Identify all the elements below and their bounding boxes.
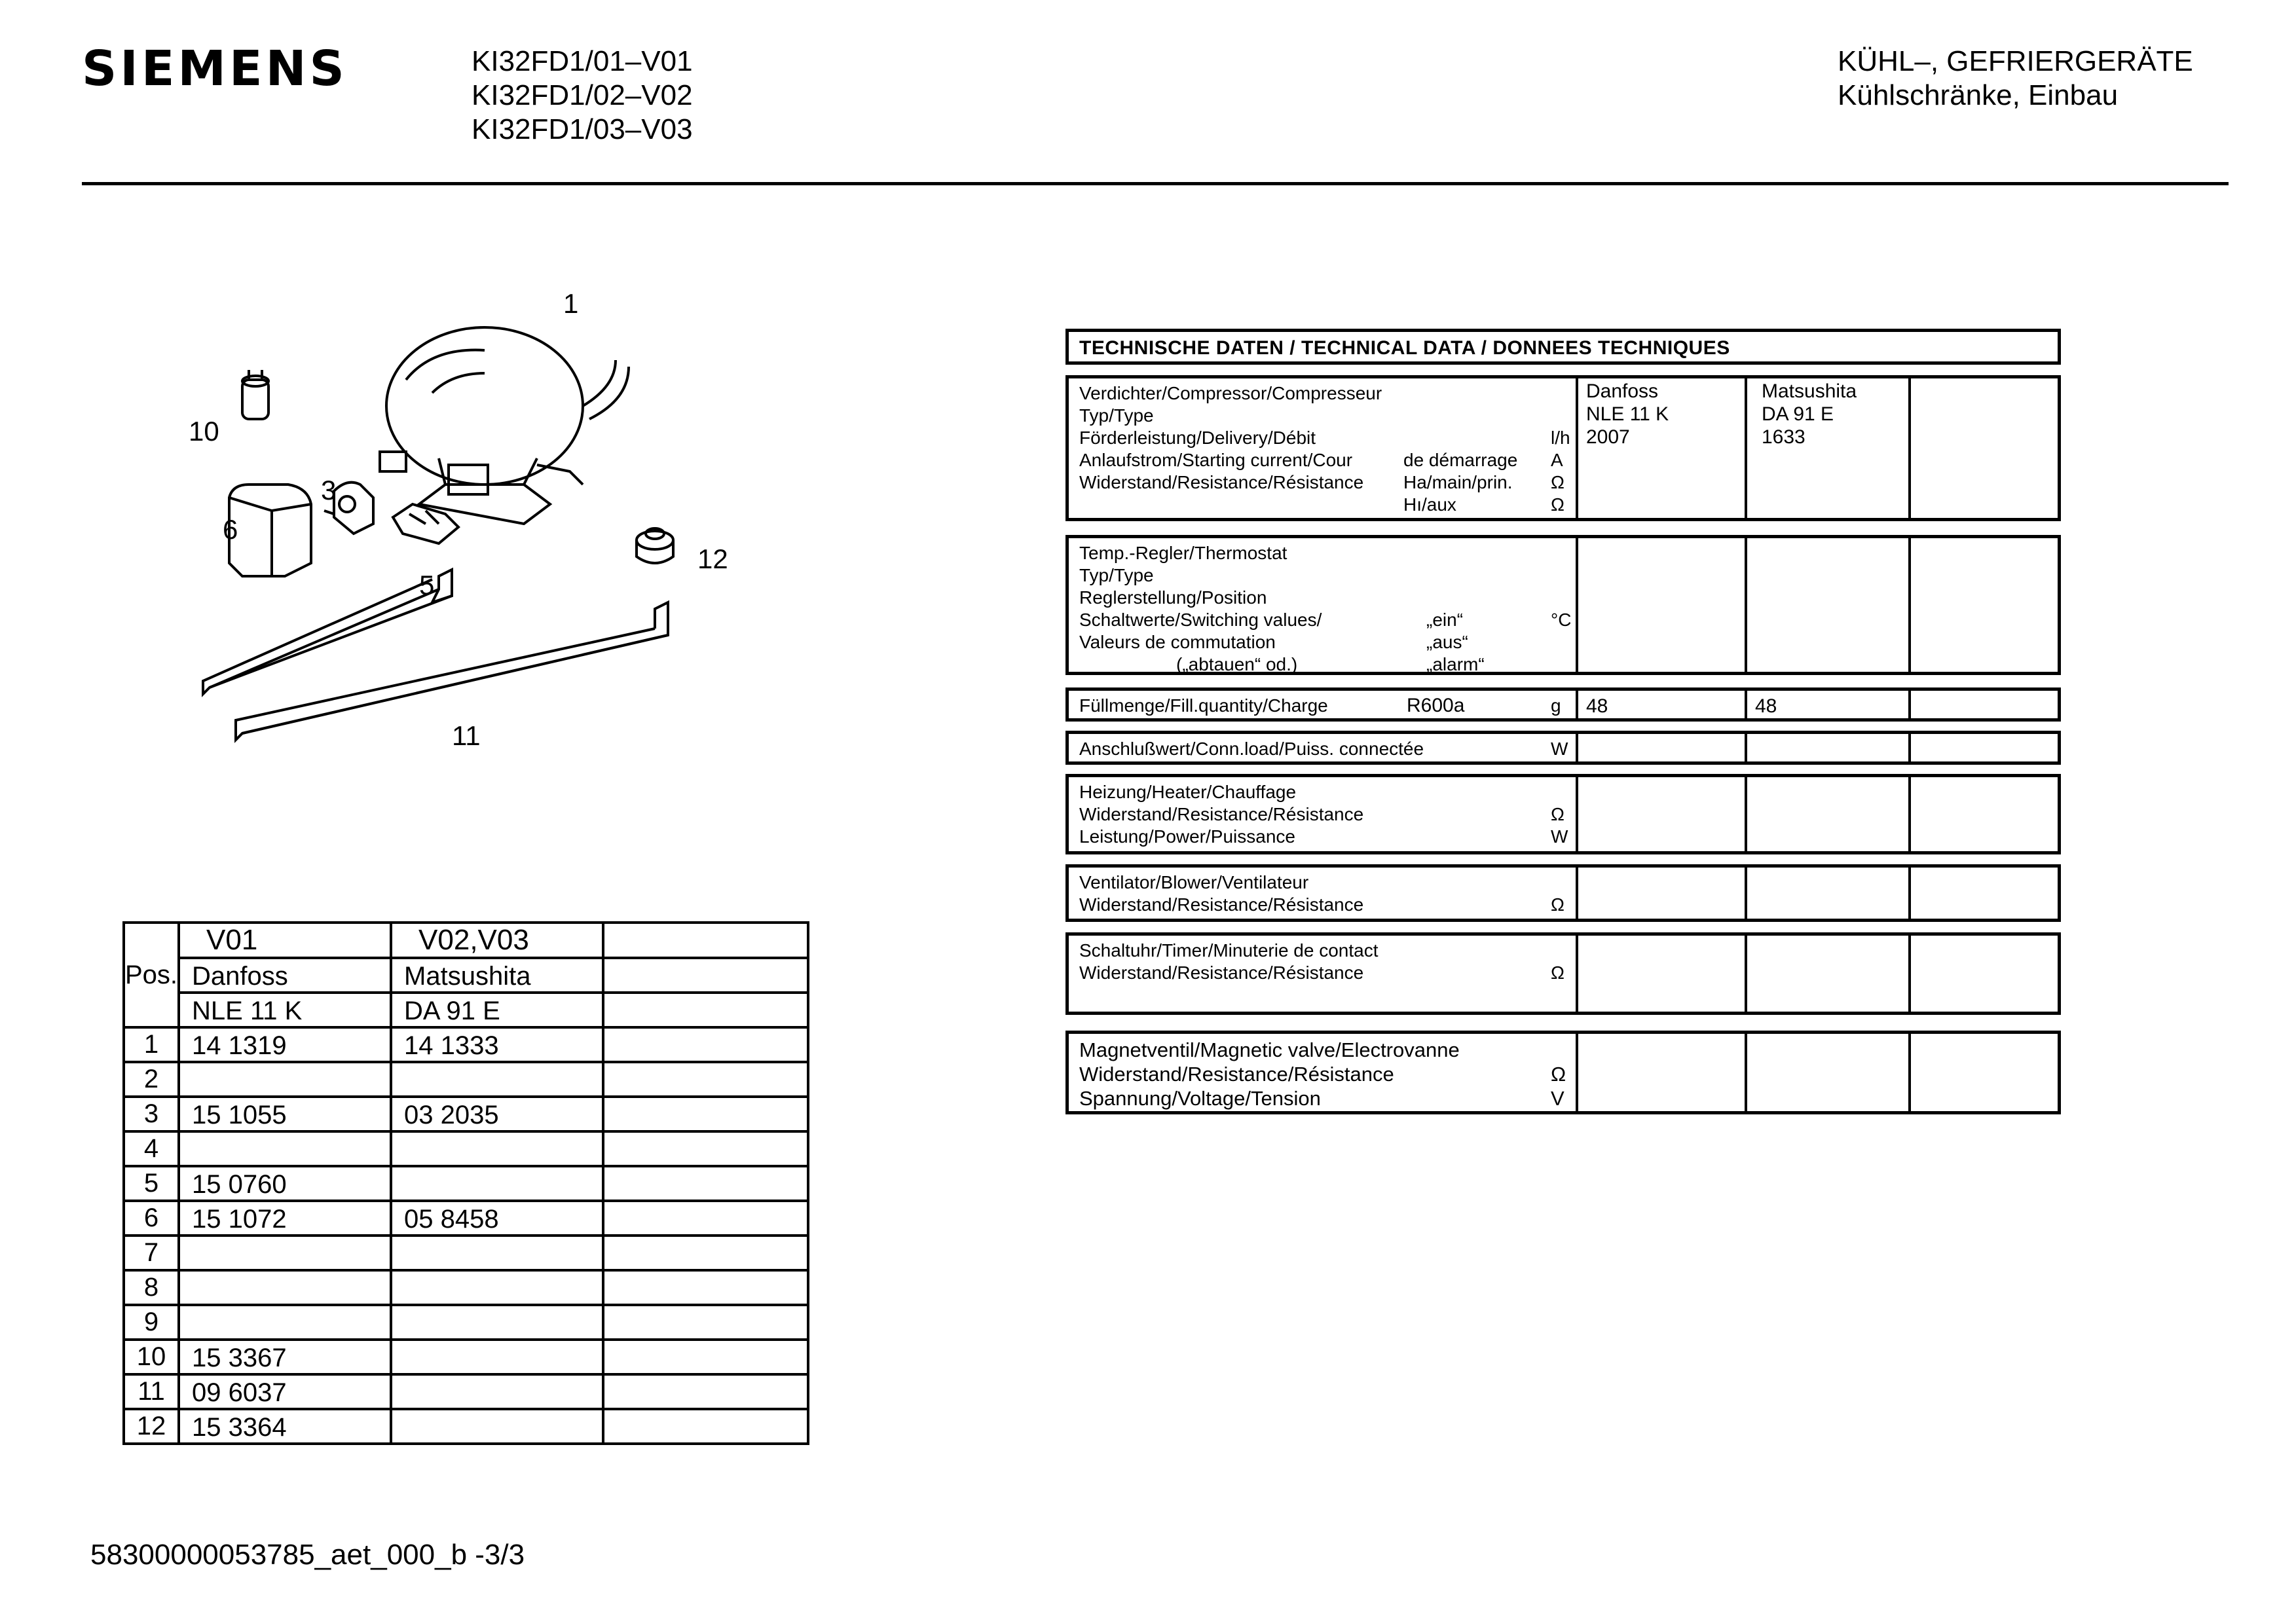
part-number-cell	[391, 1374, 603, 1409]
table-row	[124, 1340, 808, 1374]
spec-label: Typ/Type	[1079, 405, 1154, 426]
spec-qualifier: Hı/aux	[1403, 494, 1456, 515]
empty-cell	[1911, 936, 2058, 1012]
spec-label: Widerstand/Resistance/Résistance	[1079, 1063, 1394, 1086]
table-row	[124, 1166, 808, 1201]
spec-value: Danfoss	[1586, 380, 1659, 402]
spec-unit: Ω	[1551, 494, 1565, 515]
header-divider	[82, 182, 2229, 185]
part-number-cell	[179, 1305, 391, 1340]
spec-line	[1079, 609, 1572, 631]
table-row	[124, 1374, 808, 1409]
callout-5: 5	[419, 570, 435, 600]
variant-header: V02,V03	[391, 923, 603, 958]
table-row	[124, 1270, 808, 1305]
part-number-cell	[179, 1062, 391, 1097]
model-number: KI32FD1/02–V02	[472, 79, 693, 111]
capacitor-part	[242, 370, 268, 419]
grommet-part	[637, 528, 673, 563]
category-line: Kühlschränke, Einbau	[1838, 79, 2119, 111]
spec-label: Temp.-Regler/Thermostat	[1079, 543, 1287, 563]
pos-cell: 1	[124, 1027, 179, 1062]
empty-cell	[603, 958, 808, 993]
spec-line	[1079, 471, 1565, 494]
brand-logo: SIEMENS	[82, 41, 348, 97]
parts-table	[122, 921, 809, 1445]
spec-line	[1079, 940, 1565, 962]
part-number-cell: 15 1055	[179, 1097, 391, 1131]
spec-value: NLE 11 K	[1586, 403, 1669, 425]
conn-labels	[1069, 734, 1578, 761]
spec-label: Magnetventil/Magnetic valve/Electrovanne	[1079, 1038, 1460, 1061]
thermostat-labels	[1069, 538, 1578, 672]
part-number-cell	[179, 1270, 391, 1305]
spec-value: Matsushita	[1762, 380, 1857, 402]
exploded-parts-drawing	[157, 288, 747, 760]
spec-value: 2007	[1586, 426, 1630, 448]
table-row	[124, 1409, 808, 1444]
document-id: 58300000053785_aet_000_b -3/3	[90, 1539, 525, 1571]
spec-label: („abtauen“ od.)	[1176, 654, 1298, 674]
part-number-cell	[391, 1062, 603, 1097]
model-number: KI32FD1/03–V03	[472, 113, 693, 145]
spec-line	[1079, 826, 1568, 848]
spec-label: Valeurs de commutation	[1079, 632, 1276, 652]
empty-cell	[603, 1201, 808, 1236]
part-number-cell: 05 8458	[391, 1201, 603, 1236]
spec-label: Ventilator/Blower/Ventilateur	[1079, 872, 1309, 892]
pos-cell: 2	[124, 1062, 179, 1097]
fill-labels	[1069, 691, 1578, 718]
empty-cell	[603, 1270, 808, 1305]
part-number-cell	[391, 1166, 603, 1201]
empty-cell	[1911, 1034, 2058, 1111]
pos-cell: 11	[124, 1374, 179, 1409]
part-number-cell: 15 3367	[179, 1340, 391, 1374]
pos-cell: 7	[124, 1236, 179, 1270]
empty-cell	[603, 923, 808, 958]
compressor-part	[380, 327, 629, 524]
empty-cell	[603, 1131, 808, 1166]
spec-line	[1079, 405, 1565, 427]
pos-cell: 12	[124, 1409, 179, 1444]
spec-line	[1079, 738, 1568, 760]
spec-label: Spannung/Voltage/Tension	[1079, 1087, 1321, 1110]
spec-qualifier: „aus“	[1426, 632, 1468, 652]
product-category	[1838, 45, 2193, 113]
empty-cell	[1578, 538, 1747, 672]
spec-unit: Ω	[1551, 894, 1565, 915]
relay-cover-part	[229, 485, 311, 576]
empty-cell	[1911, 691, 2058, 718]
spec-line	[1079, 781, 1565, 803]
compressor-v2	[1747, 378, 1911, 518]
type-cell: DA 91 E	[391, 993, 603, 1027]
spec-label: Widerstand/Resistance/Résistance	[1079, 962, 1364, 983]
spec-label: Förderleistung/Delivery/Débit	[1079, 428, 1316, 448]
blower-labels	[1069, 868, 1578, 919]
empty-cell	[1911, 868, 2058, 919]
empty-cell	[1747, 1034, 1911, 1111]
spec-unit: A	[1551, 450, 1563, 470]
empty-cell	[1911, 777, 2058, 851]
part-number-cell: 14 1319	[179, 1027, 391, 1062]
spec-unit: Ω	[1551, 1063, 1566, 1086]
part-number-cell	[391, 1236, 603, 1270]
pos-cell: 3	[124, 1097, 179, 1131]
spec-label: Leistung/Power/Puissance	[1079, 826, 1295, 847]
spec-unit: Ω	[1551, 472, 1565, 492]
empty-cell	[603, 1027, 808, 1062]
manufacturer-cell: Matsushita	[391, 958, 603, 993]
spec-label: Verdichter/Compressor/Compresseur	[1079, 383, 1382, 403]
fill-v2	[1747, 691, 1911, 718]
empty-cell	[603, 993, 808, 1027]
spec-label: Anschlußwert/Conn.load/Puiss. connectée	[1079, 739, 1424, 759]
empty-cell	[1747, 538, 1911, 672]
empty-cell	[603, 1409, 808, 1444]
spec-label: Anlaufstrom/Starting current/Cour	[1079, 450, 1353, 470]
pos-cell: 9	[124, 1305, 179, 1340]
empty-cell	[1747, 936, 1911, 1012]
magnetic-valve-block	[1065, 1031, 2061, 1114]
part-number-cell: 15 0760	[179, 1166, 391, 1201]
part-number-cell: 09 6037	[179, 1374, 391, 1409]
spec-line	[1079, 1038, 1565, 1062]
part-number-cell: 03 2035	[391, 1097, 603, 1131]
compressor-block	[1065, 375, 2061, 521]
valve-labels	[1069, 1034, 1578, 1111]
callout-6: 6	[223, 514, 238, 545]
empty-cell	[1747, 777, 1911, 851]
spec-qualifier: „ein“	[1426, 610, 1464, 630]
timer-block	[1065, 932, 2061, 1015]
spec-line	[1079, 871, 1565, 894]
table-row	[124, 993, 808, 1027]
empty-cell	[1578, 1034, 1747, 1111]
thermostat-block	[1065, 535, 2061, 675]
empty-cell	[1911, 538, 2058, 672]
spec-line	[1079, 631, 1565, 653]
spec-value: 48	[1755, 695, 1777, 717]
spec-line	[1079, 449, 1565, 471]
spec-line	[1079, 803, 1565, 826]
table-row	[124, 1305, 808, 1340]
pos-cell: 4	[124, 1131, 179, 1166]
refrigerant-type: R600a	[1407, 695, 1465, 716]
pos-header: Pos.	[124, 923, 179, 1027]
part-number-cell	[391, 1131, 603, 1166]
spec-unit: W	[1551, 739, 1568, 759]
empty-cell	[1578, 734, 1747, 761]
spec-line	[1079, 653, 1565, 676]
empty-cell	[603, 1062, 808, 1097]
timer-labels	[1069, 936, 1578, 1012]
blower-block	[1065, 864, 2061, 922]
spec-label: Schaltuhr/Timer/Minuterie de contact	[1079, 940, 1379, 961]
connected-load-block	[1065, 731, 2061, 765]
variant-header: V01	[179, 923, 391, 958]
table-row	[124, 958, 808, 993]
table-row	[124, 1097, 808, 1131]
compressor-labels	[1069, 378, 1578, 518]
callout-1: 1	[563, 288, 579, 319]
pos-cell: 8	[124, 1270, 179, 1305]
part-number-cell	[179, 1236, 391, 1270]
category-line: KÜHL–, GEFRIERGERÄTE	[1838, 45, 2193, 77]
heater-labels	[1069, 777, 1578, 851]
fill-v1	[1578, 691, 1747, 718]
part-number-cell	[391, 1409, 603, 1444]
tech-data-title: TECHNISCHE DATEN / TECHNICAL DATA / DONNEES TECHNIQUES	[1065, 329, 2061, 365]
empty-cell	[603, 1340, 808, 1374]
spec-label: Schaltwerte/Switching values/	[1079, 610, 1322, 630]
spec-line	[1079, 1086, 1565, 1110]
spec-label: Typ/Type	[1079, 565, 1154, 585]
spec-label: Reglerstellung/Position	[1079, 587, 1267, 608]
spec-line	[1079, 494, 1565, 516]
spec-label: Widerstand/Resistance/Résistance	[1079, 804, 1364, 824]
callout-10: 10	[189, 416, 219, 447]
empty-cell	[603, 1236, 808, 1270]
callout-3: 3	[321, 475, 337, 505]
pos-cell: 5	[124, 1166, 179, 1201]
spec-unit: Ω	[1551, 962, 1565, 983]
spec-label: Widerstand/Resistance/Résistance	[1079, 472, 1364, 492]
spec-line	[1079, 1062, 1565, 1086]
compressor-v1	[1578, 378, 1747, 518]
type-cell: NLE 11 K	[179, 993, 391, 1027]
pos-cell: 6	[124, 1201, 179, 1236]
spec-unit: V	[1551, 1087, 1565, 1110]
spec-label: Widerstand/Resistance/Résistance	[1079, 894, 1364, 915]
mounting-rail-part	[203, 570, 668, 740]
spec-line	[1079, 564, 1565, 587]
part-number-cell	[391, 1305, 603, 1340]
empty-cell	[1578, 936, 1747, 1012]
spec-line	[1079, 427, 1570, 449]
table-row	[124, 1027, 808, 1062]
empty-cell	[1747, 734, 1911, 761]
spec-unit: Ω	[1551, 804, 1565, 824]
spec-line	[1079, 587, 1565, 609]
empty-cell	[1911, 734, 2058, 761]
table-row	[124, 1201, 808, 1236]
table-row	[124, 923, 808, 958]
empty-cell	[1911, 378, 2058, 518]
heater-block	[1065, 774, 2061, 854]
spec-qualifier: Ha/main/prin.	[1403, 472, 1513, 492]
spec-label: Füllmenge/Fill.quantity/Charge	[1079, 695, 1328, 716]
spec-line	[1079, 382, 1565, 405]
part-number-cell	[391, 1340, 603, 1374]
part-number-cell: 15 1072	[179, 1201, 391, 1236]
callout-11: 11	[452, 720, 481, 751]
empty-cell	[603, 1097, 808, 1131]
fill-quantity-block	[1065, 687, 2061, 722]
empty-cell	[603, 1374, 808, 1409]
spec-line	[1079, 962, 1565, 984]
table-row	[124, 1062, 808, 1097]
model-list	[472, 45, 693, 147]
spec-value: 1633	[1762, 426, 1805, 448]
empty-cell	[1578, 777, 1747, 851]
spec-unit: l/h	[1551, 428, 1570, 448]
spec-line	[1079, 695, 1565, 717]
part-number-cell: 14 1333	[391, 1027, 603, 1062]
part-number-cell	[179, 1131, 391, 1166]
table-row	[124, 1236, 808, 1270]
empty-cell	[603, 1305, 808, 1340]
spec-qualifier: „alarm“	[1426, 654, 1485, 674]
spec-line	[1079, 894, 1565, 916]
parts-illustration	[157, 288, 747, 760]
spec-line	[1079, 542, 1565, 564]
part-number-cell: 15 3364	[179, 1409, 391, 1444]
empty-cell	[603, 1166, 808, 1201]
model-number: KI32FD1/01–V01	[472, 45, 693, 77]
empty-cell	[1747, 868, 1911, 919]
spec-label: Heizung/Heater/Chauffage	[1079, 782, 1297, 802]
spec-unit: g	[1551, 695, 1561, 716]
spec-value: DA 91 E	[1762, 403, 1834, 425]
pos-cell: 10	[124, 1340, 179, 1374]
empty-cell	[1578, 868, 1747, 919]
part-number-cell	[391, 1270, 603, 1305]
manufacturer-cell: Danfoss	[179, 958, 391, 993]
spec-unit: °C	[1551, 610, 1572, 630]
spec-value: 48	[1586, 695, 1608, 717]
spec-qualifier: de démarrage	[1403, 450, 1518, 470]
table-row	[124, 1131, 808, 1166]
spec-unit: W	[1551, 826, 1568, 847]
callout-12: 12	[697, 543, 728, 574]
